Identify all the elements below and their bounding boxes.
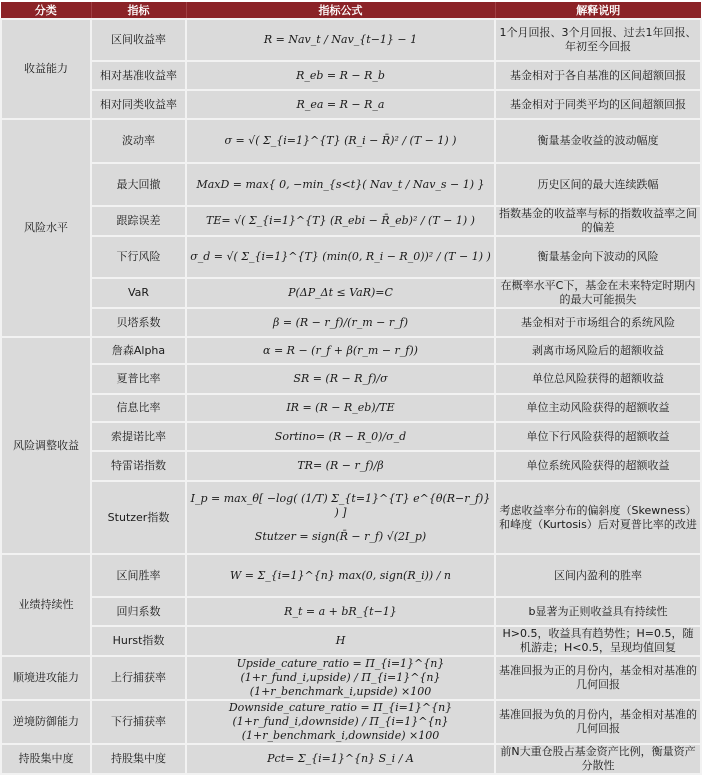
indicator-cell: VaR xyxy=(91,278,186,308)
table-row xyxy=(1,119,701,163)
description-cell: b显著为正则收益具有持续性 xyxy=(495,597,701,626)
table-row xyxy=(1,236,701,278)
formula-cell xyxy=(186,700,495,744)
formula-cell xyxy=(186,626,495,656)
formula-text: IR = (R − R_eb)/TE xyxy=(286,401,395,414)
table-row xyxy=(1,337,701,364)
formula-cell xyxy=(186,422,495,451)
formula-text: I_p = max_θ[ −log( (1/T) Σ_{t=1}^{T} e^{θ(R−r_f)} ) ] xyxy=(190,491,491,519)
formula-text: P(ΔP_Δt ≤ VaR)=C xyxy=(288,286,393,299)
description-cell: 基金相对于各自基准的区间超额回报 xyxy=(495,61,701,90)
table-row xyxy=(1,308,701,337)
formula-cell xyxy=(186,19,495,61)
indicator-cell: 区间胜率 xyxy=(91,554,186,597)
description-cell: 指数基金的收益率与标的指数收益率之间的偏差 xyxy=(495,206,701,236)
indicator-cell: Hurst指数 xyxy=(91,626,186,656)
formula-cell xyxy=(186,61,495,90)
indicator-cell: 贝塔系数 xyxy=(91,308,186,337)
header-formula: 指标公式 xyxy=(186,1,495,19)
description-cell: 前N大重仓股占基金资产比例，衡量资产分散性 xyxy=(495,744,701,774)
category-cell: 顺境进攻能力 xyxy=(1,656,91,700)
formula-text: R_ea = R − R_a xyxy=(296,97,385,111)
indicator-cell: 下行风险 xyxy=(91,236,186,278)
formula-text: σ_d = √( Σ_{i=1}^{T} (min(0, R_i − R_0))² / (T − 1) ) xyxy=(190,250,491,263)
category-cell: 收益能力 xyxy=(1,19,91,119)
table-row xyxy=(1,394,701,422)
table-row xyxy=(1,481,701,554)
description-cell: 单位主动风险获得的超额收益 xyxy=(495,394,701,422)
indicator-cell: 区间收益率 xyxy=(91,19,186,61)
category-cell: 持股集中度 xyxy=(1,744,91,774)
formula-cell xyxy=(186,337,495,364)
header-description: 解释说明 xyxy=(495,1,701,19)
formula-cell xyxy=(186,394,495,422)
description-cell: H>0.5，收益具有趋势性；H=0.5，随机游走；H<0.5，呈现均值回复 xyxy=(495,626,701,656)
formula-text: α = R − (r_f + β(r_m − r_f)) xyxy=(263,343,418,357)
formula-cell xyxy=(186,236,495,278)
description-cell: 单位总风险获得的超额收益 xyxy=(495,364,701,394)
table-body xyxy=(1,19,701,774)
formula-text: W = Σ_{i=1}^{n} max(0, sign(R_i)) / n xyxy=(229,568,452,582)
indicator-cell: 上行捕获率 xyxy=(91,656,186,700)
header-category: 分类 xyxy=(1,1,91,19)
indicator-cell: 索提诺比率 xyxy=(91,422,186,451)
indicator-cell: 特雷诺指数 xyxy=(91,451,186,481)
formula-cell xyxy=(186,481,495,554)
indicator-cell: 相对基准收益率 xyxy=(91,61,186,90)
header-indicator: 指标 xyxy=(91,1,186,19)
formula-text: β = (R − r_f)/(r_m − r_f) xyxy=(273,315,408,329)
table-row xyxy=(1,61,701,90)
formula-cell xyxy=(186,206,495,236)
description-cell: 衡量基金收益的波动幅度 xyxy=(495,119,701,163)
table-row xyxy=(1,744,701,774)
category-cell: 逆境防御能力 xyxy=(1,700,91,744)
formula-cell xyxy=(186,278,495,308)
description-cell: 剥离市场风险后的超额收益 xyxy=(495,337,701,364)
formula-text: H xyxy=(335,634,346,647)
formula-text: R_t = a + bR_{t−1} xyxy=(284,604,397,618)
formula-cell xyxy=(186,119,495,163)
formula-cell xyxy=(186,554,495,597)
formula-cell xyxy=(186,90,495,119)
formula-text: R = Nav_t / Nav_{t−1} − 1 xyxy=(263,33,418,46)
table-row xyxy=(1,597,701,626)
indicator-cell: Stutzer指数 xyxy=(91,481,186,554)
indicator-cell: 夏普比率 xyxy=(91,364,186,394)
table-header-row xyxy=(1,1,701,19)
category-cell: 风险水平 xyxy=(1,119,91,337)
formula-cell xyxy=(186,308,495,337)
table-row xyxy=(1,422,701,451)
formula-cell xyxy=(186,597,495,626)
formula-cell xyxy=(186,451,495,481)
indicator-cell: 跟踪误差 xyxy=(91,206,186,236)
indicator-cell: 信息比率 xyxy=(91,394,186,422)
table-row xyxy=(1,626,701,656)
formula-text-secondary: Stutzer = sign(R̄ − r_f) √(2I_p) xyxy=(254,529,427,543)
indicator-cell: 相对同类收益率 xyxy=(91,90,186,119)
description-cell: 单位系统风险获得的超额收益 xyxy=(495,451,701,481)
formula-text: R_eb = R − R_b xyxy=(296,68,385,82)
formula-text: σ = √( Σ_{i=1}^{T} (R_i − R̄)² / (T − 1) ) xyxy=(224,134,457,147)
description-cell: 区间内盈利的胜率 xyxy=(495,554,701,597)
formula-text: Upside_cature_ratio = Π_{i=1}^{n}(1+r_fund_i,upside) / Π_{i=1}^{n}(1+r_benchmark_i,upside) ×100 xyxy=(236,657,445,698)
formula-text: MaxD = max{ 0, −min_{s<t}( Nav_t / Nav_s − 1) } xyxy=(196,177,485,191)
formula-text: SR = (R − R_f)/σ xyxy=(293,372,388,385)
table-row xyxy=(1,19,701,61)
indicator-cell: 持股集中度 xyxy=(91,744,186,774)
indicator-cell: 詹森Alpha xyxy=(91,337,186,364)
description-cell: 基准回报为负的月份内，基金相对基准的几何回报 xyxy=(495,700,701,744)
table-row xyxy=(1,206,701,236)
formula-text: Sortino= (R − R_0)/σ_d xyxy=(274,429,407,443)
description-cell: 1个月回报、3个月回报、过去1年回报、年初至今回报 xyxy=(495,19,701,61)
category-cell: 风险调整收益 xyxy=(1,337,91,554)
formula-text: Downside_cature_ratio = Π_{i=1}^{n}(1+r_fund_i,downside) / Π_{i=1}^{n}(1+r_benchmark_i,downside) ×100 xyxy=(228,701,453,742)
formula-text: TE= √( Σ_{i=1}^{T} (R_ebi − R̄_eb)² / (T − 1) ) xyxy=(206,214,475,227)
indicator-cell: 最大回撤 xyxy=(91,163,186,206)
description-cell: 基金相对于同类平均的区间超额回报 xyxy=(495,90,701,119)
table-row xyxy=(1,364,701,394)
table-row xyxy=(1,278,701,308)
formula-cell xyxy=(186,744,495,774)
table-row xyxy=(1,163,701,206)
table-row xyxy=(1,90,701,119)
table-row xyxy=(1,554,701,597)
description-cell: 基准回报为正的月份内，基金相对基准的几何回报 xyxy=(495,656,701,700)
indicator-cell: 波动率 xyxy=(91,119,186,163)
formula-cell xyxy=(186,364,495,394)
table-row xyxy=(1,700,701,744)
formula-text: TR= (R − r_f)/β xyxy=(297,459,384,472)
description-cell: 基金相对于市场组合的系统风险 xyxy=(495,308,701,337)
formula-text: Pct= Σ_{i=1}^{n} S_i / A xyxy=(267,752,414,765)
description-cell: 单位下行风险获得的超额收益 xyxy=(495,422,701,451)
table-row xyxy=(1,451,701,481)
table-row xyxy=(1,656,701,700)
description-cell: 衡量基金向下波动的风险 xyxy=(495,236,701,278)
description-cell: 考虑收益率分布的偏斜度（Skewness）和峰度（Kurtosis）后对夏普比率的改进 xyxy=(495,481,701,554)
indicator-cell: 回归系数 xyxy=(91,597,186,626)
description-cell: 在概率水平C下，基金在未来特定时期内的最大可能损失 xyxy=(495,278,701,308)
description-cell: 历史区间的最大连续跌幅 xyxy=(495,163,701,206)
formula-cell xyxy=(186,656,495,700)
category-cell: 业绩持续性 xyxy=(1,554,91,656)
indicator-cell: 下行捕获率 xyxy=(91,700,186,744)
formula-cell xyxy=(186,163,495,206)
